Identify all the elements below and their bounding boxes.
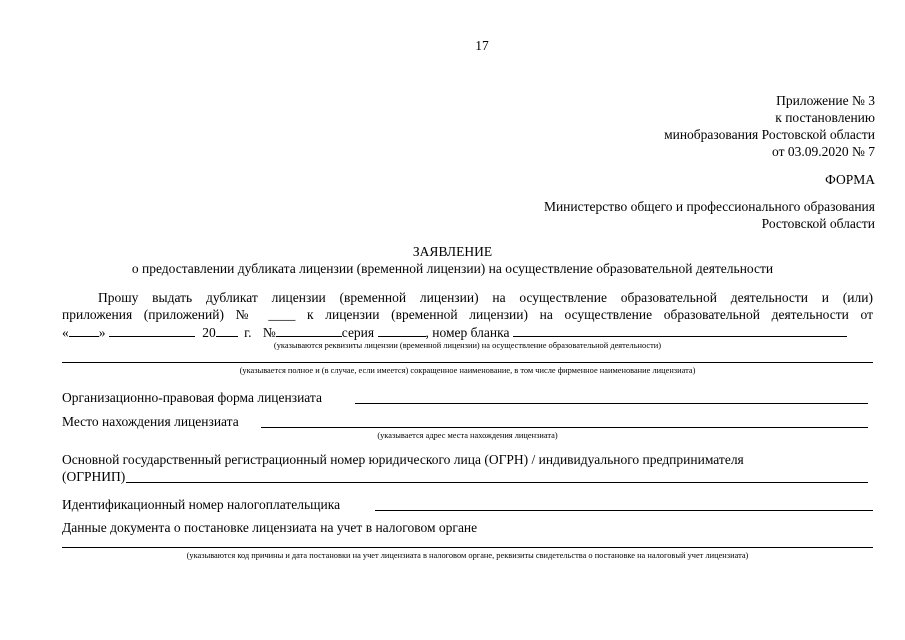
year-field[interactable] xyxy=(216,324,238,337)
day-field[interactable] xyxy=(69,324,99,337)
year-suffix: г. xyxy=(244,325,252,340)
year-prefix: 20 xyxy=(202,325,216,340)
inn-label: Идентификационный номер налогоплательщика xyxy=(62,497,341,512)
inn-field[interactable] xyxy=(375,510,873,511)
quote-close: » xyxy=(98,325,106,340)
appendix-line-3: минобразования Ростовской области xyxy=(664,127,875,142)
document-subtitle: о предоставлении дубликата лицензии (временной лицензии) на осуществление образовательной деятельности xyxy=(131,261,774,276)
addressee-line-1: Министерство общего и профессионального образования xyxy=(543,199,875,214)
addressee-line-2: Ростовской области xyxy=(761,216,875,231)
location-field[interactable] xyxy=(261,427,868,428)
ogrn-field[interactable] xyxy=(126,482,868,483)
tax-doc-field[interactable] xyxy=(62,547,873,548)
blank-number-label: , номер бланка xyxy=(425,325,510,340)
tax-doc-label: Данные документа о постановке лицензиата на учет в налоговом органе xyxy=(62,520,478,535)
month-field[interactable] xyxy=(109,324,195,337)
ogrn-label-line-1: Основной государственный регистрационный номер юридического лица (ОГРН) / индивидуального предпринимателя xyxy=(62,452,744,467)
appendix-line-4: от 03.09.2020 № 7 xyxy=(772,144,875,159)
legal-form-label: Организационно-правовая форма лицензиата xyxy=(62,390,322,405)
hint-licensee-name: (указывается полное и (в случае, если имеется) сокращенное наименование, в том числе фирменное наименование лицензиата) xyxy=(239,366,696,375)
request-line-1: Прошу выдать дубликат лицензии (временной лицензии) на осуществление образовательной деятельности и (или) xyxy=(98,290,873,305)
location-label: Место нахождения лицензиата xyxy=(62,414,239,429)
license-date-row xyxy=(62,324,873,341)
hint-tax-registration: (указываются код причины и дата постановки на учет лицензиата в налоговом органе, реквизиты свидетельства о постановке на налоговый учет лицензиата) xyxy=(186,551,749,560)
legal-form-field[interactable] xyxy=(355,403,868,404)
license-number-field[interactable] xyxy=(276,324,342,337)
series-label: серия xyxy=(341,325,375,340)
appendix-line-2: к постановлению xyxy=(775,110,875,125)
licensee-name-field[interactable] xyxy=(62,362,873,363)
request-line-2: приложения (приложений) № ____ к лицензии (временной лицензии) на осуществление образовательной деятельности от xyxy=(62,307,873,322)
hint-address: (указывается адрес места нахождения лицензиата) xyxy=(377,431,558,440)
quote-open: « xyxy=(62,325,69,340)
document-title: ЗАЯВЛЕНИЕ xyxy=(412,244,493,259)
series-field[interactable] xyxy=(378,324,426,337)
page-number: 17 xyxy=(475,38,489,53)
blank-number-field[interactable] xyxy=(513,324,847,337)
hint-license-details: (указываются реквизиты лицензии (временной лицензии) на осуществление образовательной деятельности) xyxy=(273,341,662,350)
appendix-line-1: Приложение № 3 xyxy=(776,93,875,108)
number-sign: № xyxy=(262,325,276,340)
form-label: ФОРМА xyxy=(825,172,875,187)
ogrn-label-line-2: (ОГРНИП) xyxy=(62,469,126,484)
